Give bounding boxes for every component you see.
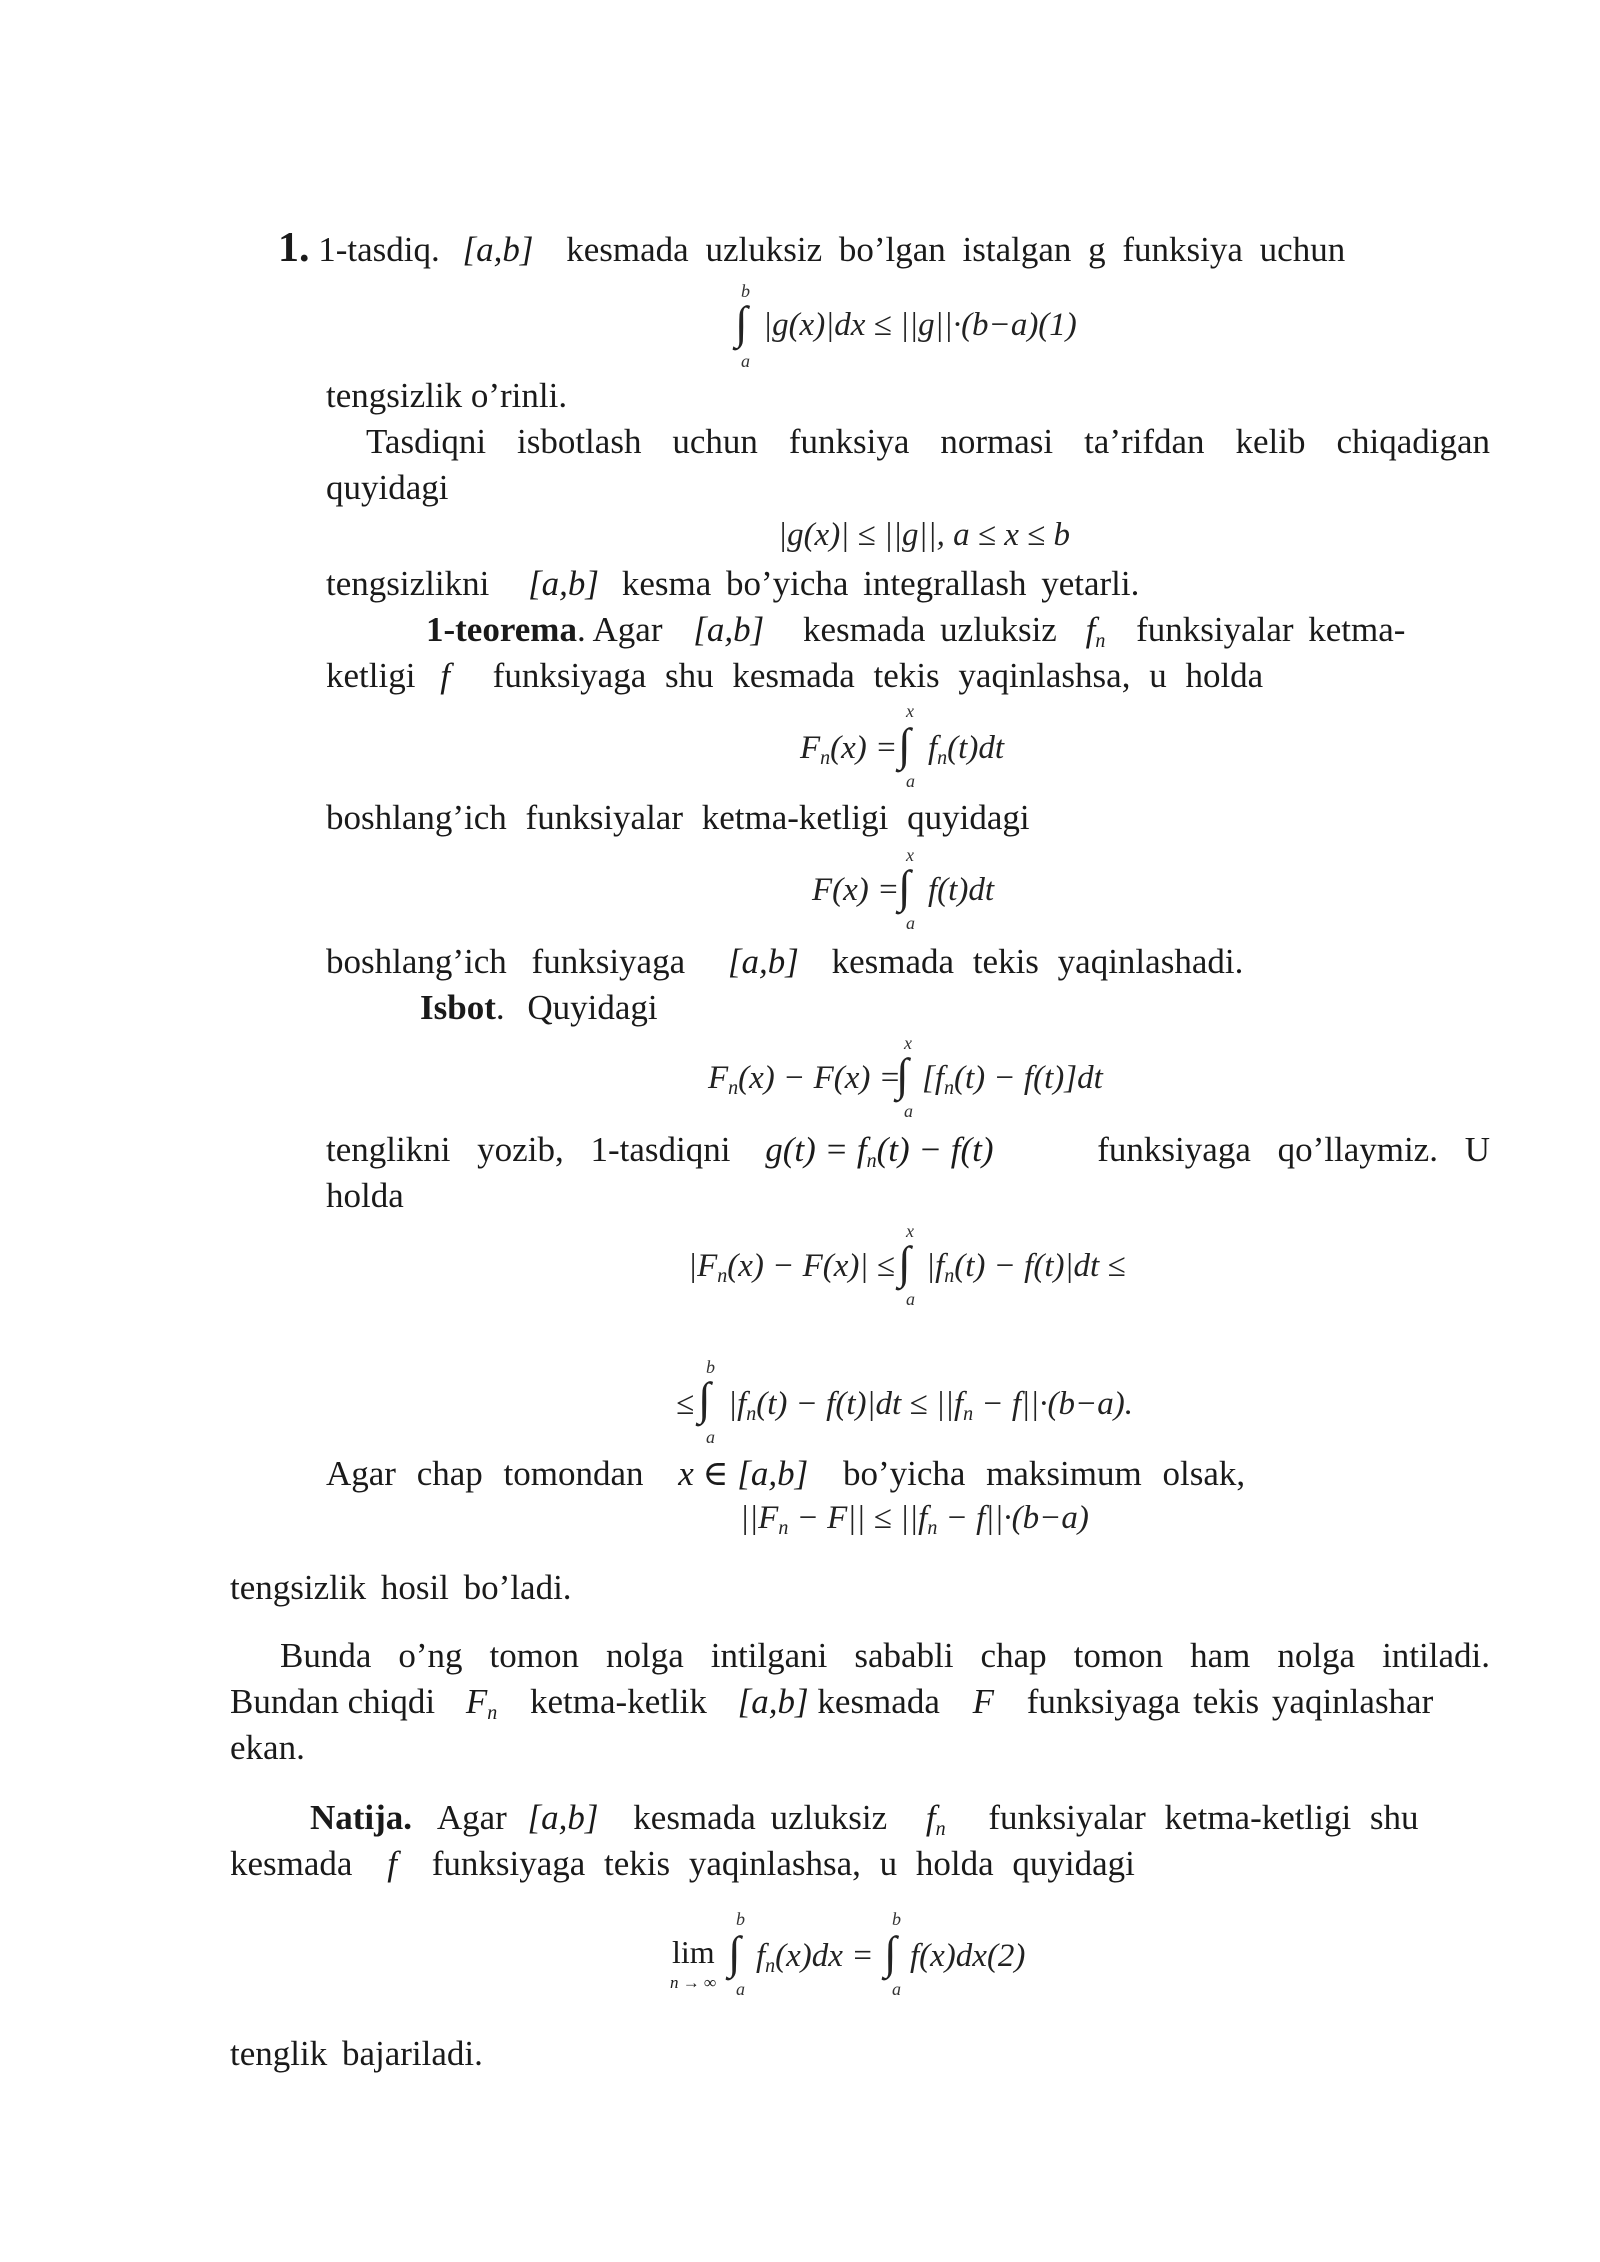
paragraph-4 [326,562,1139,606]
paragraph-3a: Tasdiqni isbotlash uchun funksiya normasi ta’rifdan kelib chiqadigan [366,422,1490,461]
paragraph-5: boshlang’ich funksiyalar ketma-ketligi quyidagi [326,798,1030,837]
paragraph-9: tengsizlik hosil bo’ladi. [230,1568,572,1607]
tasdiq-label: 1-tasdiq. [318,230,440,269]
fn-symbol: $f_n$ [925,1798,946,1840]
interval-math: [a,b] [462,230,534,269]
Fn-symbol: $F_n$ [465,1682,498,1724]
cor2-text-1: kesmada [230,1844,353,1883]
eq9-upper-limit-2: b [892,1909,901,1929]
eq4-lhs: F(x) = [812,872,900,908]
eq8: $||F_n - F|| \le ||f_n - f||\cdot(b-a)$ [740,1500,1089,1539]
eq4-upper-limit: x [906,845,914,865]
interval-math: [a,b] [727,942,799,981]
theorem-line-2 [326,654,1263,698]
eq6-integral-sign: ∫ [898,1237,911,1288]
paragraph-11: tenglik bajariladi. [230,2034,483,2073]
theorem-label: 1-teorema [426,610,577,649]
p4-text-2: kesma bo’yicha integrallash yetarli. [621,564,1140,603]
p10b-text-2: ketma-ketlik [530,1682,707,1721]
g-equation: $g(t) = f_n(t) - f(t)$ [765,1130,994,1172]
eq7-upper-limit: b [706,1357,715,1377]
paragraph-10b [230,1680,1490,1735]
eq4-body: f(t)dt [928,872,994,908]
eq5-body: $[f_n(t) - f(t)]dt$ [922,1060,1103,1099]
eq4-integral-sign: ∫ [898,861,911,912]
eq9-lower-limit-2: a [892,1979,901,1999]
eq9-lim: lim [672,1934,715,1970]
tasdiq-text: kesmada uzluksiz bo’lgan istalgan g funksiya uchun [566,230,1346,269]
interval-math: [a,b] [528,564,600,603]
eq5-lhs: $F_n(x) - F(x)$ = [708,1060,901,1099]
eq3-lhs: $F_n(x)$ = [800,730,898,769]
eq5-integral-sign: ∫ [896,1049,909,1100]
paragraph-7b: holda [326,1176,404,1215]
interval-math: [a,b] [527,1798,599,1837]
theorem2-text-1: ketligi [326,656,416,695]
eq1-integral-sign: ∫ [735,297,748,348]
paragraph-6 [326,940,1243,984]
p4-text-1: tengsizlikni [326,564,490,603]
eq6-lhs: $|F_n(x) - F(x)|$ ≤ [688,1248,895,1287]
paragraph-8 [326,1452,1245,1496]
theorem2-text-2: funksiyaga shu kesmada tekis yaqinlashsa, u holda [492,656,1264,695]
eq9-lower-limit-1: a [736,1979,745,1999]
paragraph-2: tengsizlik o’rinli. [326,376,568,415]
eq5-lower-limit: a [904,1101,913,1121]
eq7-lhs: ≤ [676,1386,695,1422]
F-symbol: F [972,1682,994,1721]
f-symbol: f [387,1844,397,1883]
eq3-upper-limit: x [906,701,914,721]
interval-math: [a,b] [737,1682,809,1721]
paragraph-10a: Bunda o’ng tomon nolga intilgani sababli chap tomon ham nolga intiladi. [280,1636,1490,1675]
p8-text-2: bo’yicha maksimum olsak, [842,1454,1246,1493]
corollary-label: Natija. [310,1798,413,1837]
paragraph-10c: ekan. [230,1728,305,1767]
eq1-upper-limit: b [741,281,750,301]
eq7-integral-sign: ∫ [698,1373,711,1424]
eq1-body: |g(x)|dx ≤ ||g||·(b−a)(1) [763,307,1077,343]
p7-text-1: tenglikni yozib, 1-tasdiqni [326,1130,731,1169]
eq9-lim-under: n → ∞ [670,1973,717,1992]
p10b-text-3: kesmada [817,1682,940,1721]
cor-text-2: kesmada uzluksiz [633,1798,888,1837]
corollary-line-2 [230,1842,1135,1886]
cor-text-1: Agar [436,1798,507,1837]
eq3-integral-sign: ∫ [898,719,911,770]
proof-label: Isbot [420,988,496,1027]
eq6-lower-limit: a [906,1289,915,1309]
f-symbol: f [440,656,450,695]
cor-text-3: funksiyalar ketma-ketligi shu [988,1798,1419,1837]
eq9-body-1: $f_n(x)dx$ = [756,1938,874,1977]
theorem-text-2: kesmada uzluksiz [802,610,1057,649]
p6-text-1: boshlang’ich funksiyaga [326,942,686,981]
p7-text-2: funksiyaga qo’llaymiz. U [1097,1130,1490,1169]
p10b-text-1: Bundan chiqdi [230,1682,436,1721]
eq7-body: $|f_n(t) - f(t)|dt \le ||f_n - f||\cdot(b-a)$. [728,1386,1133,1425]
eq4-lower-limit: a [906,913,915,933]
theorem-text-1: . Agar [576,610,663,649]
eq9-integral-sign-1: ∫ [728,1927,741,1978]
p8-text-1: Agar chap tomondan [326,1454,644,1493]
eq5-upper-limit: x [904,1033,912,1053]
eq6-upper-limit: x [906,1221,914,1241]
section-number: 1. [278,225,310,271]
cor2-text-2: funksiyaga tekis yaqinlashsa, u holda quyidagi [431,1844,1135,1883]
paragraph-7 [326,1128,1490,1183]
eq9-body-2: f(x)dx(2) [910,1938,1026,1974]
eq7-lower-limit: a [706,1427,715,1447]
eq1-lower-limit: a [741,351,750,371]
tasdiq-line [278,226,1428,272]
eq9-upper-limit-1: b [736,1909,745,1929]
p6-text-2: kesmada tekis yaqinlashadi. [831,942,1244,981]
proof-text: . Quyidagi [495,988,658,1027]
paragraph-3b: quyidagi [326,468,449,507]
p10b-text-4: funksiyaga tekis yaqinlashar [1026,1682,1434,1721]
eq6-body: $|f_n(t) - f(t)|dt$ ≤ [926,1248,1126,1287]
interval-math: [a,b] [693,610,765,649]
eq2: |g(x)| ≤ ||g||, a ≤ x ≤ b [778,517,1071,553]
eq9-integral-sign-2: ∫ [884,1927,897,1978]
x-in-interval: x ∈ [a,b] [678,1454,809,1493]
fn-symbol: $f_n$ [1085,610,1106,652]
proof-line [420,986,658,1030]
eq3-lower-limit: a [906,771,915,791]
theorem-text-3: funksiyalar ketma- [1136,610,1406,649]
eq3-body: $f_n(t)dt$ [928,730,1004,769]
